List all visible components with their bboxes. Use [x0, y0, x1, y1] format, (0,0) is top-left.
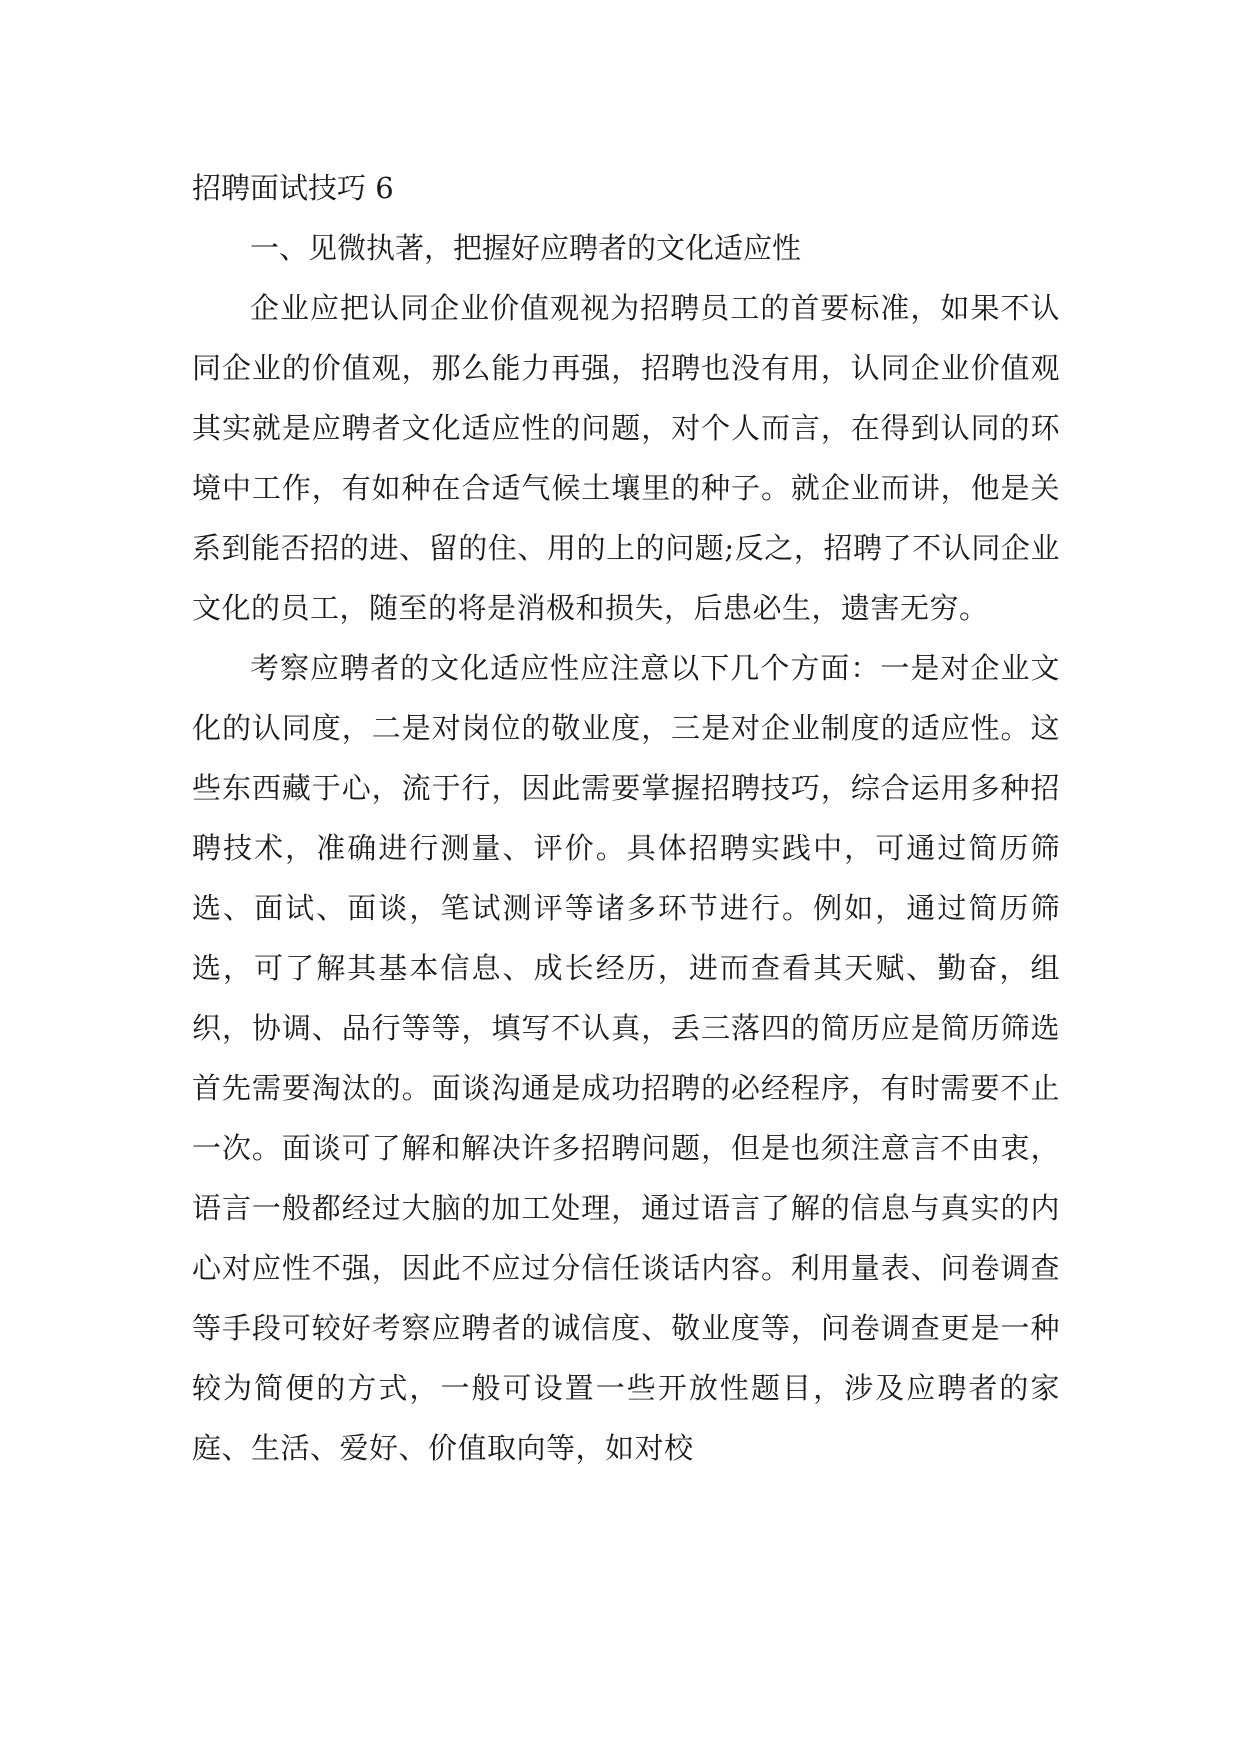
document-title: 招聘面试技巧 6: [192, 171, 394, 205]
document-body: [192, 158, 1060, 1478]
paragraph: 企业应把认同企业价值观视为招聘员工的首要标准，如果不认同企业的价值观，那么能力再强，招聘也没有用，认同企业价值观其实就是应聘者文化适应性的问题，对个人而言，在得到认同的环境中工作，有如种在合适气候土壤里的种子。就企业而讲，他是关系到能否招的进、留的住、用的上的问题;反之，招聘了不认同企业文化的员工，随至的将是消极和损失，后患必生，遗害无穷。: [192, 291, 1060, 625]
paragraph: 考察应聘者的文化适应性应注意以下几个方面：一是对企业文化的认同度，二是对岗位的敬业度，三是对企业制度的适应性。这些东西藏于心，流于行，因此需要掌握招聘技巧，综合运用多种招聘技术，准确进行测量、评价。具体招聘实践中，可通过简历筛选、面试、面谈，笔试测评等诸多环节进行。例如，通过简历筛选，可了解其基本信息、成长经历，进而查看其天赋、勤奋，组织，协调、品行等等，填写不认真，丢三落四的简历应是简历筛选首先需要淘汰的。面谈沟通是成功招聘的必经程序，有时需要不止一次。面谈可了解和解决许多招聘问题，但是也须注意言不由衷，语言一般都经过大脑的加工处理，通过语言了解的信息与真实的内心对应性不强，因此不应过分信任谈话内容。利用量表、问卷调查等手段可较好考察应聘者的诚信度、敬业度等，问卷调查更是一种较为简便的方式，一般可设置一些开放性题目，涉及应聘者的家庭、生活、爱好、价值取向等，如对校: [192, 651, 1060, 1465]
section-heading: 一、见微执著，把握好应聘者的文化适应性: [250, 231, 802, 265]
